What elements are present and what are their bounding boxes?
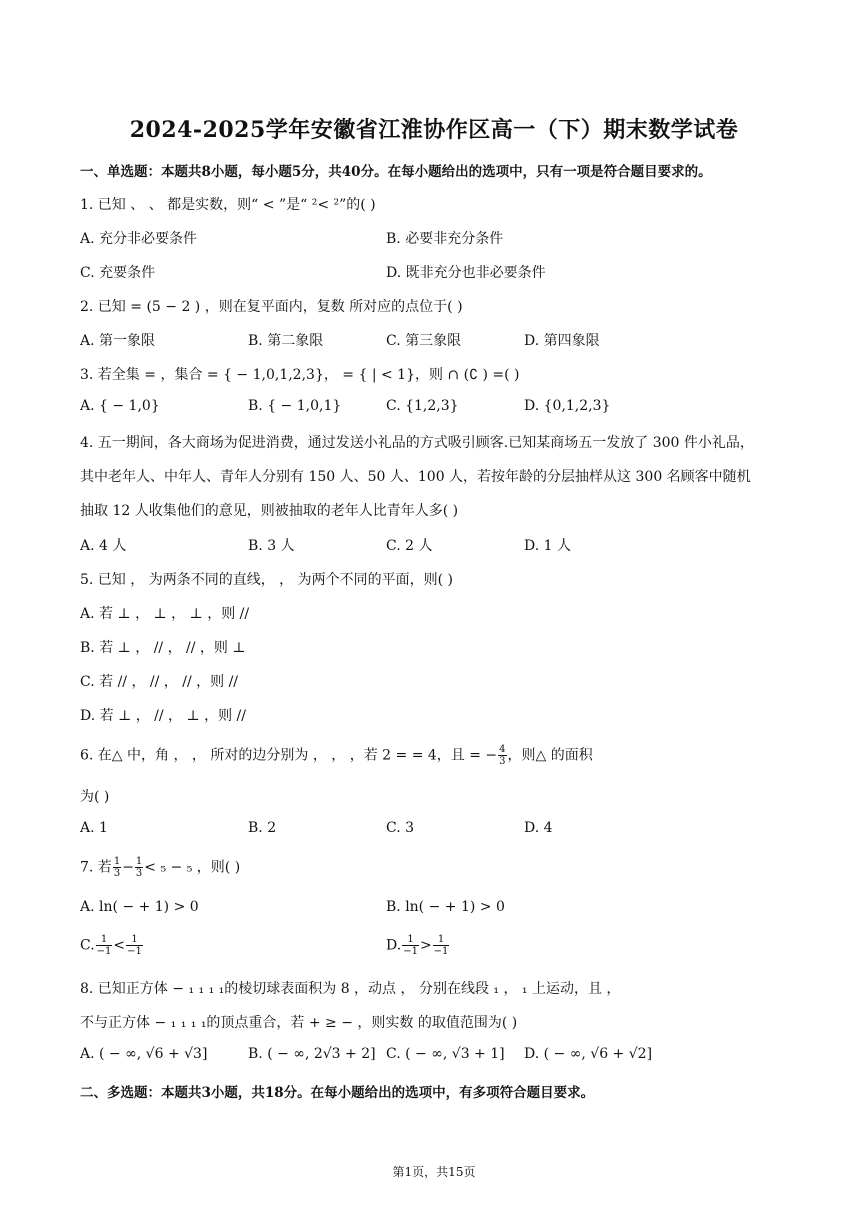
question-3-option-a: A. { − 1,0} [80, 398, 160, 414]
fraction: $\frac{1}{-1}$ [127, 934, 142, 957]
question-5-option-c: C. 若 // ， // ， // ，则 // [80, 674, 238, 690]
question-8-option-c: C. ( − ∞, √3 + 1] [386, 1046, 505, 1062]
question-6-option-b: B. 2 [248, 820, 277, 836]
page-title: 2024-2025学年安徽省江淮协作区高一（下）期末数学试卷 [129, 117, 739, 143]
question-7-option-c: C. $\frac{1}{-1}$ < $\frac{1}{-1}$ [80, 934, 142, 957]
question-8-option-d: D. ( − ∞, √6 + √2] [524, 1046, 653, 1062]
question-7-option-d: D. $\frac{1}{-1}$ > $\frac{1}{-1}$ [386, 934, 449, 957]
question-7-stem: 7. 若 $\frac{1}{3}$ − $\frac{1}{3}$ < ₅ − ₅ ，则( ) [80, 856, 241, 879]
question-1-option-b: B. 必要非充分条件 [386, 231, 504, 247]
question-8-option-a: A. ( − ∞, √6 + √3] [80, 1046, 208, 1062]
question-2-option-b: B. 第二象限 [248, 333, 324, 349]
question-3-stem: 3. 若全集 = ，集合 = { − 1,0,1,2,3}， = { | < 1}，则 ∩ (∁ ) =( ) [80, 367, 520, 383]
fraction: $\frac{4}{3}$ [499, 744, 506, 767]
fraction: $\frac{1}{3}$ [113, 856, 121, 879]
question-4-option-b: B. 3 人 [248, 538, 295, 554]
question-6-line-2: 为( ) [80, 789, 110, 805]
question-1-stem: 1. 已知 、 、 都是实数，则“ < ”是“ ²< ²”的( ) [80, 197, 376, 213]
question-2-option-c: C. 第三象限 [386, 333, 462, 349]
question-4-line-1: 4. 五一期间，各大商场为促进消费，通过发送小礼品的方式吸引顾客.已知某商场五一发放了 300 件小礼品， [80, 435, 754, 451]
question-5-option-a: A. 若 ⊥ ， ⊥ ， ⊥ ，则 // [80, 606, 250, 622]
question-2-option-a: A. 第一象限 [80, 333, 156, 349]
question-3-option-c: C. {1,2,3} [386, 398, 459, 414]
question-2-option-d: D. 第四象限 [524, 333, 600, 349]
question-6-line-1 [80, 744, 593, 767]
question-6-line-1-tail: ，则△ 的面积 [507, 747, 593, 764]
section-heading-single-choice: 一、单选题：本题共8小题，每小题5分，共40分。在每小题给出的选项中，只有一项是符合题目要求的。 [80, 164, 712, 180]
fraction: $\frac{1}{3}$ [135, 856, 143, 879]
question-3-option-d: D. {0,1,2,3} [524, 398, 611, 414]
fraction: $\frac{1}{-1}$ [403, 934, 418, 957]
fraction: $\frac{1}{-1}$ [96, 934, 112, 957]
question-3-option-b: B. { − 1,0,1} [248, 398, 342, 414]
question-7-option-b: B. ln( − + 1) > 0 [386, 899, 505, 915]
question-8-option-b: B. ( − ∞, 2√3 + 2] [248, 1046, 376, 1062]
page-footer: 第1页，共15页 [392, 1165, 476, 1179]
question-4-option-a: A. 4 人 [80, 538, 127, 554]
question-1-option-c: C. 充要条件 [80, 265, 156, 281]
question-4-line-2: 其中老年人、中年人、青年人分别有 150 人、50 人、100 人，若按年龄的分层抽样从这 300 名顾客中随机 [80, 469, 751, 485]
question-4-option-d: D. 1 人 [524, 538, 571, 554]
question-5-stem: 5. 已知 ， 为两条不同的直线， ， 为两个不同的平面，则( ) [80, 572, 453, 588]
question-1-option-a: A. 充分非必要条件 [80, 231, 198, 247]
question-4-option-c: C. 2 人 [386, 538, 433, 554]
question-6-option-d: D. 4 [524, 820, 553, 836]
question-6-line-1-text: 6. 在△ 中，角 ， ， 所对的边分别为 ， ， ，若 2 = = 4，且 = − [80, 747, 498, 764]
question-7-option-a: A. ln( − + 1) > 0 [80, 899, 199, 915]
question-1-option-d: D. 既非充分也非必要条件 [386, 265, 546, 281]
question-2-stem: 2. 已知 = (5 − 2 ) ，则在复平面内，复数 所对应的点位于( ) [80, 299, 463, 315]
question-8-line-1: 8. 已知正方体 − ₁ ₁ ₁ ₁的棱切球表面积为 8 ，动点 ， 分别在线段 ₁ ， ₁ 上运动，且 ， [80, 981, 621, 997]
question-6-option-a: A. 1 [80, 820, 108, 836]
question-5-option-b: B. 若 ⊥ ， // ， // ，则 ⊥ [80, 640, 246, 656]
question-8-line-2: 不与正方体 − ₁ ₁ ₁ ₁的顶点重合，若 + ≥ − ，则实数 的取值范围为( ) [80, 1015, 518, 1031]
section-heading-multiple-choice: 二、多选题：本题共3小题，共18分。在每小题给出的选项中，有多项符合题目要求。 [80, 1085, 595, 1101]
question-5-option-d: D. 若 ⊥ ， // ， ⊥ ，则 // [80, 708, 246, 724]
question-6-option-c: C. 3 [386, 820, 415, 836]
question-4-line-3: 抽取 12 人收集他们的意见，则被抽取的老年人比青年人多( ) [80, 503, 459, 519]
fraction: $\frac{1}{-1}$ [433, 934, 449, 957]
